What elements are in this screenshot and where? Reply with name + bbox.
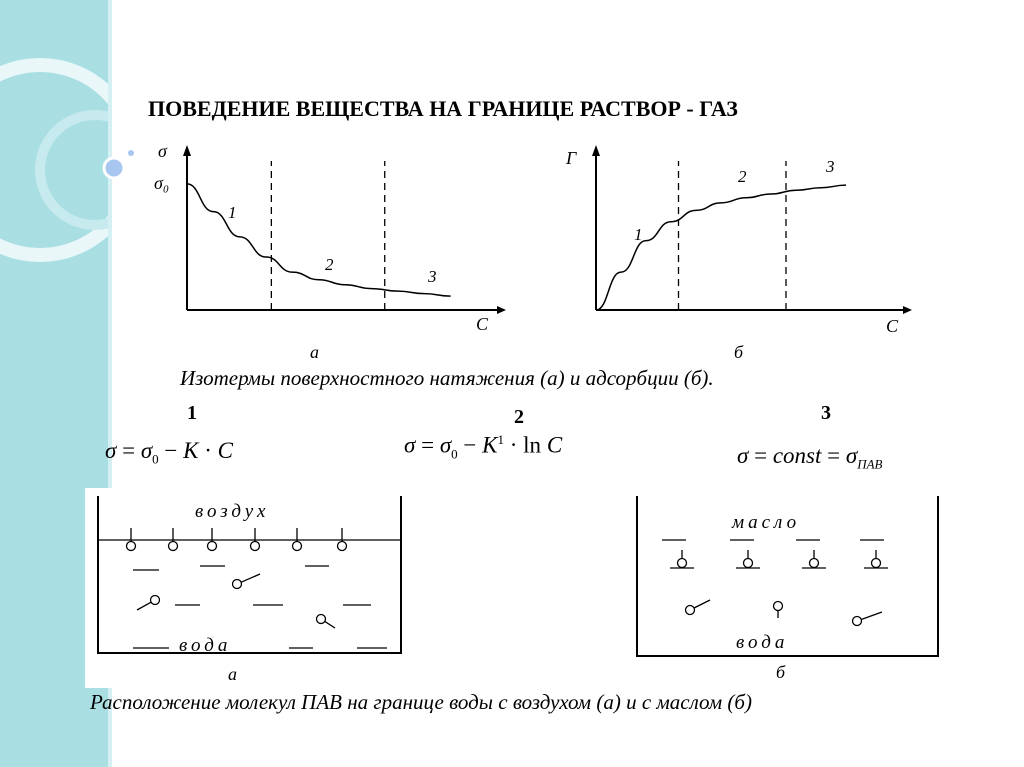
label-water-b: вода (736, 632, 789, 653)
free-surfactant-head (317, 615, 326, 624)
panel-label-diagram-b: б (776, 662, 786, 682)
region-label-3: 3 (826, 157, 835, 176)
f3-sigma-pav: σ (845, 443, 858, 468)
x-axis-arrow (497, 306, 506, 314)
diagram-oil-water (624, 488, 944, 688)
surfactant-head (810, 559, 819, 568)
free-surfactant-tail (694, 600, 710, 608)
isotherm-curve (596, 185, 846, 310)
bubble-ornament (100, 150, 140, 190)
surfactant-head (744, 559, 753, 568)
f1-sub0: 0 (152, 451, 159, 467)
bubble-small (128, 150, 134, 156)
diagram-air-water (85, 488, 410, 688)
chart-surface-tension (150, 140, 510, 365)
y-axis-arrow (183, 145, 191, 156)
x-axis-label: C (886, 316, 899, 336)
f2-sigma0: σ (439, 432, 452, 458)
f2-ln: ln (523, 432, 542, 458)
f3-sub: ПАВ (857, 456, 883, 472)
x-axis-arrow (903, 306, 912, 314)
slide-title: ПОВЕДЕНИЕ ВЕЩЕСТВА НА ГРАНИЦЕ РАСТВОР - ГАЗ (148, 96, 738, 121)
formula-number-1: 1 (187, 402, 197, 424)
formula-2 (404, 432, 562, 462)
surfactant-head (169, 542, 178, 551)
free-surfactant-head (774, 602, 783, 611)
caption-isotherms: Изотермы поверхностного натяжения (а) и адсорбции (б). (180, 366, 714, 390)
f2-sigma: σ (404, 432, 416, 458)
surfactant-head (127, 542, 136, 551)
bubble-large (104, 158, 124, 178)
f2-minus: − (463, 432, 477, 458)
region-label-2: 2 (325, 255, 334, 274)
label-air: воздух (195, 501, 270, 522)
free-surfactant-head (151, 596, 160, 605)
f2-dot: · (509, 432, 518, 458)
f2-eq: = (421, 432, 435, 458)
region-label-1: 1 (634, 225, 643, 244)
surfactant-head (293, 542, 302, 551)
f1-c: C (217, 438, 234, 463)
caption-molecules: Расположение молекул ПАВ на границе воды с воздухом (а) и с маслом (б) (90, 690, 752, 714)
surfactant-head (872, 559, 881, 568)
label-water-a: вода (179, 635, 232, 656)
panel-label-b: б (734, 342, 744, 362)
f1-sigma: σ (105, 438, 117, 463)
f2-sub0: 0 (451, 446, 458, 462)
panel-label-diagram-a: а (228, 664, 237, 684)
surfactant-head (678, 559, 687, 568)
formula-1 (105, 438, 233, 468)
f1-dot: · (204, 438, 212, 463)
free-surfactant-head (233, 580, 242, 589)
f1-minus: − (164, 438, 178, 463)
formula-3 (737, 443, 883, 473)
formula-number-2: 2 (514, 406, 524, 428)
region-label-2: 2 (738, 167, 747, 186)
region-label-3: 3 (428, 267, 437, 286)
f3-sigma: σ (737, 443, 749, 468)
f3-const: const (772, 443, 822, 468)
x-axis-label: C (476, 314, 489, 334)
chart-adsorption (556, 140, 916, 365)
y-axis-arrow (592, 145, 600, 156)
f3-eq2: = (827, 443, 841, 468)
f1-k: K (183, 438, 199, 463)
surfactant-head (338, 542, 347, 551)
f3-eq: = (754, 443, 768, 468)
surfactant-head (251, 542, 260, 551)
panel-label-a: а (310, 342, 319, 362)
f2-c: C (546, 432, 563, 458)
y-axis-label: σ (158, 141, 167, 161)
y0-label: σ₀ (154, 173, 170, 193)
surfactant-head (208, 542, 217, 551)
y-axis-label: Г (566, 148, 577, 168)
region-label-1: 1 (228, 203, 237, 222)
formula-number-3: 3 (821, 402, 831, 424)
free-surfactant-head (853, 617, 862, 626)
free-surfactant-tail (861, 612, 882, 619)
f1-eq: = (122, 438, 136, 463)
f2-k: K (482, 432, 498, 458)
isotherm-curve (187, 184, 451, 296)
f2-sup: 1 (497, 432, 504, 447)
free-surfactant-head (686, 606, 695, 615)
f1-sigma0: σ (140, 438, 153, 463)
label-oil: масло (732, 512, 801, 533)
